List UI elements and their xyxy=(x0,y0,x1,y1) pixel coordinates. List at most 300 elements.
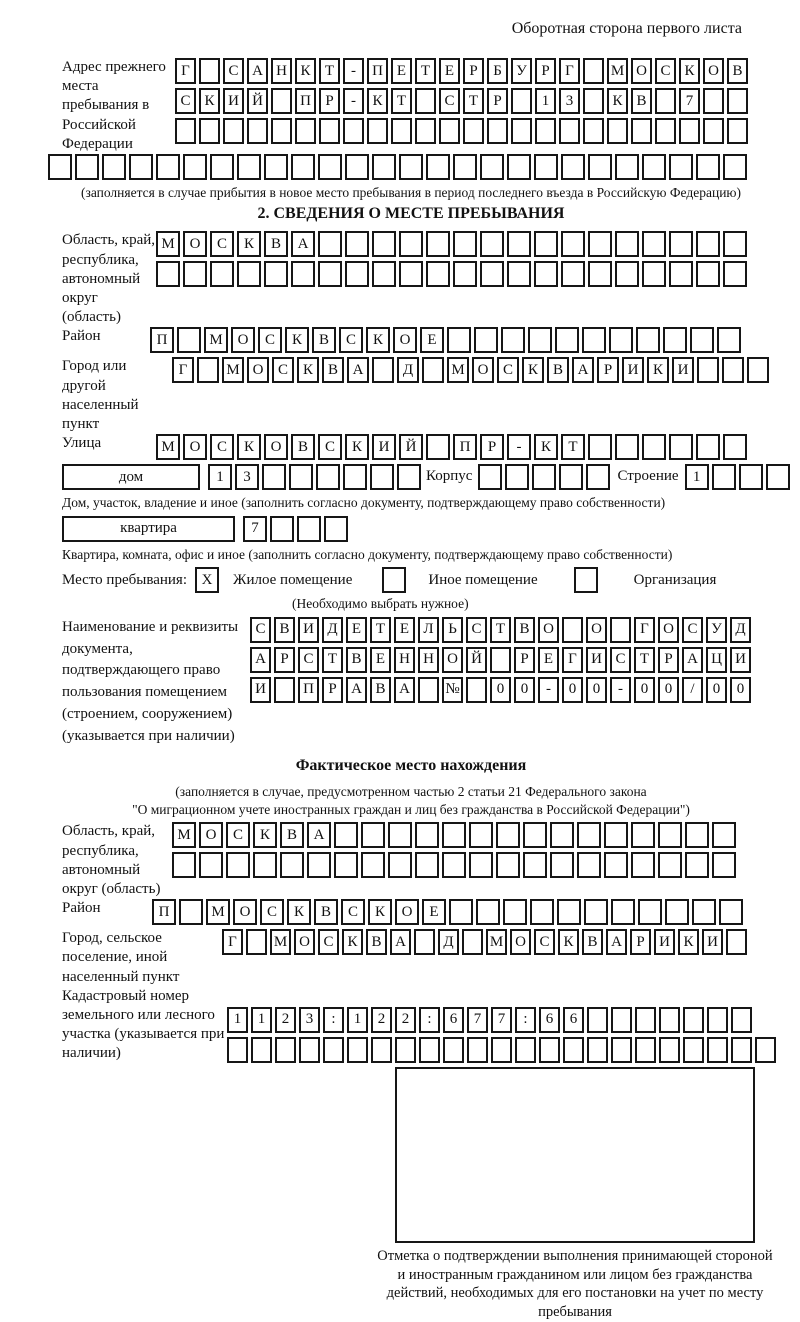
form-cell[interactable] xyxy=(588,231,612,257)
form-cell[interactable]: К xyxy=(368,899,392,925)
form-cell[interactable]: Й xyxy=(247,88,268,114)
form-cell[interactable]: И xyxy=(586,647,607,673)
form-cell[interactable] xyxy=(611,1037,632,1063)
form-cell[interactable] xyxy=(223,118,244,144)
form-cell[interactable]: С xyxy=(682,617,703,643)
form-cell[interactable]: М xyxy=(156,434,180,460)
form-cell[interactable] xyxy=(419,1037,440,1063)
form-cell[interactable] xyxy=(669,154,693,180)
form-cell[interactable] xyxy=(685,852,709,878)
form-cell[interactable]: С xyxy=(497,357,519,383)
form-cell[interactable]: Д xyxy=(438,929,459,955)
form-cell[interactable] xyxy=(324,516,348,542)
form-cell[interactable]: И xyxy=(654,929,675,955)
form-cell[interactable] xyxy=(449,899,473,925)
form-cell[interactable] xyxy=(679,118,700,144)
form-cell[interactable] xyxy=(318,154,342,180)
form-cell[interactable] xyxy=(707,1007,728,1033)
form-cell[interactable]: 3 xyxy=(559,88,580,114)
form-cell[interactable] xyxy=(345,231,369,257)
form-cell[interactable] xyxy=(550,822,574,848)
form-cell[interactable]: - xyxy=(343,58,364,84)
form-cell[interactable]: Й xyxy=(466,647,487,673)
form-cell[interactable] xyxy=(631,822,655,848)
form-cell[interactable] xyxy=(707,1037,728,1063)
form-cell[interactable]: 0 xyxy=(730,677,751,703)
form-cell[interactable] xyxy=(237,261,261,287)
form-cell[interactable]: Г xyxy=(634,617,655,643)
form-cell[interactable]: Б xyxy=(487,58,508,84)
form-cell[interactable]: С xyxy=(210,231,234,257)
form-cell[interactable]: П xyxy=(453,434,477,460)
form-cell[interactable] xyxy=(550,852,574,878)
form-cell[interactable] xyxy=(426,154,450,180)
form-cell[interactable] xyxy=(399,261,423,287)
form-cell[interactable] xyxy=(588,154,612,180)
form-cell[interactable] xyxy=(395,1037,416,1063)
form-cell[interactable] xyxy=(399,154,423,180)
form-cell[interactable] xyxy=(539,1037,560,1063)
form-cell[interactable] xyxy=(507,154,531,180)
form-cell[interactable] xyxy=(422,357,444,383)
form-cell[interactable]: В xyxy=(582,929,603,955)
form-cell[interactable] xyxy=(289,464,313,490)
form-cell[interactable] xyxy=(631,118,652,144)
form-cell[interactable] xyxy=(318,261,342,287)
form-cell[interactable] xyxy=(345,154,369,180)
form-cell[interactable]: : xyxy=(419,1007,440,1033)
form-cell[interactable] xyxy=(299,1037,320,1063)
form-cell[interactable]: С xyxy=(318,929,339,955)
form-cell[interactable]: 1 xyxy=(685,464,709,490)
form-cell[interactable] xyxy=(607,118,628,144)
form-cell[interactable] xyxy=(415,88,436,114)
form-cell[interactable]: 7 xyxy=(243,516,267,542)
form-cell[interactable] xyxy=(655,88,676,114)
form-cell[interactable] xyxy=(723,434,747,460)
form-cell[interactable]: А xyxy=(250,647,271,673)
form-cell[interactable] xyxy=(562,617,583,643)
form-cell[interactable]: Н xyxy=(271,58,292,84)
form-cell[interactable]: А xyxy=(390,929,411,955)
form-cell[interactable]: М xyxy=(270,929,291,955)
form-cell[interactable] xyxy=(534,261,558,287)
form-cell[interactable]: О xyxy=(247,357,269,383)
form-cell[interactable]: В xyxy=(631,88,652,114)
form-cell[interactable]: Г xyxy=(172,357,194,383)
form-cell[interactable]: Н xyxy=(418,647,439,673)
form-cell[interactable]: К xyxy=(367,88,388,114)
form-cell[interactable]: Р xyxy=(480,434,504,460)
form-cell[interactable] xyxy=(583,58,604,84)
form-cell[interactable]: С xyxy=(298,647,319,673)
form-cell[interactable] xyxy=(696,154,720,180)
form-cell[interactable] xyxy=(532,464,556,490)
form-cell[interactable]: С xyxy=(534,929,555,955)
form-cell[interactable]: В xyxy=(291,434,315,460)
form-cell[interactable] xyxy=(467,1037,488,1063)
form-cell[interactable] xyxy=(669,261,693,287)
form-cell[interactable]: - xyxy=(538,677,559,703)
form-cell[interactable]: 2 xyxy=(371,1007,392,1033)
form-cell[interactable] xyxy=(555,327,579,353)
form-cell[interactable]: Р xyxy=(487,88,508,114)
form-cell[interactable]: : xyxy=(515,1007,536,1033)
form-cell[interactable] xyxy=(399,231,423,257)
form-cell[interactable] xyxy=(530,899,554,925)
form-cell[interactable] xyxy=(507,231,531,257)
form-cell[interactable]: Р xyxy=(322,677,343,703)
form-cell[interactable] xyxy=(511,118,532,144)
form-cell[interactable]: Т xyxy=(634,647,655,673)
form-cell[interactable]: В xyxy=(366,929,387,955)
form-cell[interactable] xyxy=(712,852,736,878)
form-cell[interactable] xyxy=(442,822,466,848)
form-cell[interactable]: 3 xyxy=(235,464,259,490)
form-cell[interactable]: М xyxy=(156,231,180,257)
form-cell[interactable]: 0 xyxy=(634,677,655,703)
form-cell[interactable] xyxy=(523,822,547,848)
form-cell[interactable]: С xyxy=(439,88,460,114)
form-cell[interactable] xyxy=(443,1037,464,1063)
form-cell[interactable]: А xyxy=(606,929,627,955)
form-cell[interactable] xyxy=(415,118,436,144)
form-cell[interactable] xyxy=(697,357,719,383)
form-cell[interactable] xyxy=(210,154,234,180)
form-cell[interactable]: М xyxy=(172,822,196,848)
form-cell[interactable]: Д xyxy=(322,617,343,643)
form-cell[interactable] xyxy=(683,1037,704,1063)
form-cell[interactable] xyxy=(175,118,196,144)
form-cell[interactable]: 6 xyxy=(443,1007,464,1033)
form-cell[interactable] xyxy=(334,852,358,878)
form-cell[interactable]: Е xyxy=(538,647,559,673)
form-cell[interactable] xyxy=(731,1007,752,1033)
form-cell[interactable]: № xyxy=(442,677,463,703)
form-cell[interactable]: Е xyxy=(346,617,367,643)
form-cell[interactable] xyxy=(739,464,763,490)
form-cell[interactable]: Г xyxy=(562,647,583,673)
form-cell[interactable] xyxy=(723,261,747,287)
form-cell[interactable]: С xyxy=(175,88,196,114)
form-cell[interactable]: П xyxy=(295,88,316,114)
form-cell[interactable] xyxy=(480,261,504,287)
form-cell[interactable]: Е xyxy=(370,647,391,673)
form-cell[interactable]: - xyxy=(507,434,531,460)
form-cell[interactable]: С xyxy=(466,617,487,643)
form-cell[interactable]: К xyxy=(345,434,369,460)
form-cell[interactable] xyxy=(372,154,396,180)
form-cell[interactable]: О xyxy=(231,327,255,353)
form-cell[interactable] xyxy=(347,1037,368,1063)
form-cell[interactable] xyxy=(156,261,180,287)
form-cell[interactable]: К xyxy=(607,88,628,114)
form-cell[interactable]: Р xyxy=(597,357,619,383)
form-cell[interactable] xyxy=(611,899,635,925)
form-cell[interactable] xyxy=(511,88,532,114)
form-cell[interactable] xyxy=(391,118,412,144)
form-cell[interactable]: С xyxy=(610,647,631,673)
form-cell[interactable]: К xyxy=(342,929,363,955)
zhiloe-checkbox[interactable]: X xyxy=(195,567,219,593)
form-cell[interactable]: А xyxy=(572,357,594,383)
form-cell[interactable]: М xyxy=(486,929,507,955)
form-cell[interactable] xyxy=(334,822,358,848)
form-cell[interactable]: М xyxy=(206,899,230,925)
form-cell[interactable]: Е xyxy=(420,327,444,353)
form-cell[interactable] xyxy=(361,822,385,848)
form-cell[interactable] xyxy=(557,899,581,925)
form-cell[interactable] xyxy=(584,899,608,925)
form-cell[interactable]: О xyxy=(395,899,419,925)
form-cell[interactable] xyxy=(447,327,471,353)
form-cell[interactable] xyxy=(476,899,500,925)
form-cell[interactable] xyxy=(397,464,421,490)
form-cell[interactable]: К xyxy=(678,929,699,955)
form-cell[interactable]: Р xyxy=(274,647,295,673)
form-cell[interactable]: А xyxy=(291,231,315,257)
form-cell[interactable]: В xyxy=(264,231,288,257)
form-cell[interactable]: - xyxy=(610,677,631,703)
form-cell[interactable]: И xyxy=(372,434,396,460)
form-cell[interactable] xyxy=(251,1037,272,1063)
form-cell[interactable] xyxy=(717,327,741,353)
form-cell[interactable]: 0 xyxy=(562,677,583,703)
form-cell[interactable]: М xyxy=(607,58,628,84)
form-cell[interactable]: К xyxy=(558,929,579,955)
form-cell[interactable]: Р xyxy=(514,647,535,673)
form-cell[interactable]: Н xyxy=(394,647,415,673)
form-cell[interactable]: Т xyxy=(391,88,412,114)
form-cell[interactable]: 0 xyxy=(490,677,511,703)
form-cell[interactable] xyxy=(291,154,315,180)
form-cell[interactable] xyxy=(631,852,655,878)
form-cell[interactable] xyxy=(683,1007,704,1033)
form-cell[interactable]: И xyxy=(622,357,644,383)
form-cell[interactable]: А xyxy=(682,647,703,673)
form-cell[interactable] xyxy=(442,852,466,878)
form-cell[interactable] xyxy=(615,434,639,460)
form-cell[interactable] xyxy=(480,154,504,180)
form-cell[interactable] xyxy=(615,154,639,180)
form-cell[interactable] xyxy=(609,327,633,353)
form-cell[interactable] xyxy=(690,327,714,353)
form-cell[interactable]: Т xyxy=(370,617,391,643)
inoe-checkbox[interactable] xyxy=(382,567,406,593)
form-cell[interactable] xyxy=(264,154,288,180)
form-cell[interactable]: С xyxy=(226,822,250,848)
form-cell[interactable]: О xyxy=(294,929,315,955)
form-cell[interactable] xyxy=(655,118,676,144)
form-cell[interactable]: 1 xyxy=(227,1007,248,1033)
form-cell[interactable]: И xyxy=(672,357,694,383)
form-cell[interactable] xyxy=(496,852,520,878)
form-cell[interactable] xyxy=(726,929,747,955)
form-cell[interactable] xyxy=(102,154,126,180)
form-cell[interactable] xyxy=(523,852,547,878)
form-cell[interactable]: К xyxy=(534,434,558,460)
form-cell[interactable] xyxy=(226,852,250,878)
form-cell[interactable]: К xyxy=(237,434,261,460)
form-cell[interactable] xyxy=(264,261,288,287)
form-cell[interactable] xyxy=(642,231,666,257)
form-cell[interactable]: Р xyxy=(463,58,484,84)
form-cell[interactable]: 3 xyxy=(299,1007,320,1033)
form-cell[interactable]: Д xyxy=(730,617,751,643)
form-cell[interactable] xyxy=(197,357,219,383)
form-cell[interactable]: Р xyxy=(535,58,556,84)
form-cell[interactable]: Г xyxy=(559,58,580,84)
form-cell[interactable] xyxy=(577,822,601,848)
form-cell[interactable]: О xyxy=(510,929,531,955)
form-cell[interactable] xyxy=(712,464,736,490)
form-cell[interactable]: А xyxy=(347,357,369,383)
form-cell[interactable]: 0 xyxy=(706,677,727,703)
form-cell[interactable]: 0 xyxy=(658,677,679,703)
form-cell[interactable] xyxy=(367,118,388,144)
form-cell[interactable] xyxy=(669,434,693,460)
form-cell[interactable] xyxy=(295,118,316,144)
form-cell[interactable] xyxy=(199,852,223,878)
form-cell[interactable]: 7 xyxy=(679,88,700,114)
form-cell[interactable] xyxy=(466,677,487,703)
form-cell[interactable] xyxy=(658,852,682,878)
form-cell[interactable]: О xyxy=(264,434,288,460)
form-cell[interactable]: К xyxy=(253,822,277,848)
form-cell[interactable] xyxy=(604,822,628,848)
form-cell[interactable] xyxy=(642,261,666,287)
form-cell[interactable] xyxy=(723,154,747,180)
form-cell[interactable]: С xyxy=(210,434,234,460)
form-cell[interactable]: 1 xyxy=(208,464,232,490)
form-cell[interactable]: Р xyxy=(630,929,651,955)
form-cell[interactable] xyxy=(199,118,220,144)
form-cell[interactable] xyxy=(534,154,558,180)
form-cell[interactable]: О xyxy=(586,617,607,643)
form-cell[interactable]: О xyxy=(199,822,223,848)
form-cell[interactable] xyxy=(535,118,556,144)
form-cell[interactable] xyxy=(659,1007,680,1033)
form-cell[interactable]: С xyxy=(272,357,294,383)
form-cell[interactable]: Г xyxy=(175,58,196,84)
form-cell[interactable] xyxy=(587,1037,608,1063)
form-cell[interactable] xyxy=(372,261,396,287)
form-cell[interactable] xyxy=(503,899,527,925)
form-cell[interactable] xyxy=(731,1037,752,1063)
form-cell[interactable]: О xyxy=(538,617,559,643)
form-cell[interactable] xyxy=(183,154,207,180)
form-cell[interactable] xyxy=(696,261,720,287)
form-cell[interactable]: Р xyxy=(658,647,679,673)
form-cell[interactable]: Й xyxy=(399,434,423,460)
form-cell[interactable] xyxy=(372,357,394,383)
form-cell[interactable] xyxy=(361,852,385,878)
form-cell[interactable] xyxy=(723,231,747,257)
form-cell[interactable] xyxy=(415,852,439,878)
form-cell[interactable] xyxy=(318,231,342,257)
form-cell[interactable]: Ь xyxy=(442,617,463,643)
form-cell[interactable]: А xyxy=(346,677,367,703)
form-cell[interactable]: О xyxy=(442,647,463,673)
form-cell[interactable] xyxy=(636,327,660,353)
form-cell[interactable]: А xyxy=(394,677,415,703)
form-cell[interactable] xyxy=(478,464,502,490)
form-cell[interactable] xyxy=(635,1037,656,1063)
form-cell[interactable]: В xyxy=(280,822,304,848)
form-cell[interactable] xyxy=(561,231,585,257)
form-cell[interactable] xyxy=(199,58,220,84)
form-cell[interactable] xyxy=(246,929,267,955)
form-cell[interactable]: 7 xyxy=(491,1007,512,1033)
form-cell[interactable] xyxy=(727,118,748,144)
form-cell[interactable] xyxy=(561,154,585,180)
form-cell[interactable]: Ц xyxy=(706,647,727,673)
form-cell[interactable] xyxy=(490,647,511,673)
form-cell[interactable]: М xyxy=(204,327,228,353)
form-cell[interactable] xyxy=(559,464,583,490)
form-cell[interactable]: В xyxy=(514,617,535,643)
form-cell[interactable] xyxy=(588,434,612,460)
form-cell[interactable] xyxy=(582,327,606,353)
form-cell[interactable] xyxy=(505,464,529,490)
form-cell[interactable] xyxy=(469,852,493,878)
form-cell[interactable] xyxy=(291,261,315,287)
form-cell[interactable]: 7 xyxy=(467,1007,488,1033)
form-cell[interactable] xyxy=(414,929,435,955)
form-cell[interactable] xyxy=(426,434,450,460)
form-cell[interactable]: К xyxy=(297,357,319,383)
form-cell[interactable]: У xyxy=(706,617,727,643)
form-cell[interactable]: К xyxy=(237,231,261,257)
form-cell[interactable] xyxy=(474,327,498,353)
form-cell[interactable] xyxy=(583,118,604,144)
form-cell[interactable]: К xyxy=(366,327,390,353)
form-cell[interactable]: Е xyxy=(422,899,446,925)
form-cell[interactable] xyxy=(577,852,601,878)
form-cell[interactable]: 2 xyxy=(395,1007,416,1033)
form-cell[interactable] xyxy=(270,516,294,542)
form-cell[interactable] xyxy=(271,88,292,114)
form-cell[interactable] xyxy=(586,464,610,490)
form-cell[interactable]: С xyxy=(318,434,342,460)
form-cell[interactable]: В xyxy=(727,58,748,84)
form-cell[interactable] xyxy=(343,118,364,144)
form-cell[interactable]: К xyxy=(199,88,220,114)
form-cell[interactable]: С xyxy=(250,617,271,643)
form-cell[interactable]: В xyxy=(274,617,295,643)
form-cell[interactable]: С xyxy=(260,899,284,925)
form-cell[interactable] xyxy=(755,1037,776,1063)
form-cell[interactable] xyxy=(179,899,203,925)
form-cell[interactable] xyxy=(253,852,277,878)
form-cell[interactable] xyxy=(583,88,604,114)
form-cell[interactable] xyxy=(463,118,484,144)
form-cell[interactable]: О xyxy=(472,357,494,383)
form-cell[interactable]: : xyxy=(323,1007,344,1033)
form-cell[interactable]: К xyxy=(647,357,669,383)
form-cell[interactable]: А xyxy=(307,822,331,848)
form-cell[interactable]: Т xyxy=(490,617,511,643)
form-cell[interactable]: С xyxy=(339,327,363,353)
form-cell[interactable] xyxy=(703,118,724,144)
form-cell[interactable]: Е xyxy=(391,58,412,84)
form-cell[interactable] xyxy=(370,464,394,490)
form-cell[interactable]: Е xyxy=(439,58,460,84)
form-cell[interactable]: Г xyxy=(222,929,243,955)
form-cell[interactable] xyxy=(515,1037,536,1063)
form-cell[interactable]: В xyxy=(370,677,391,703)
form-cell[interactable]: О xyxy=(183,434,207,460)
